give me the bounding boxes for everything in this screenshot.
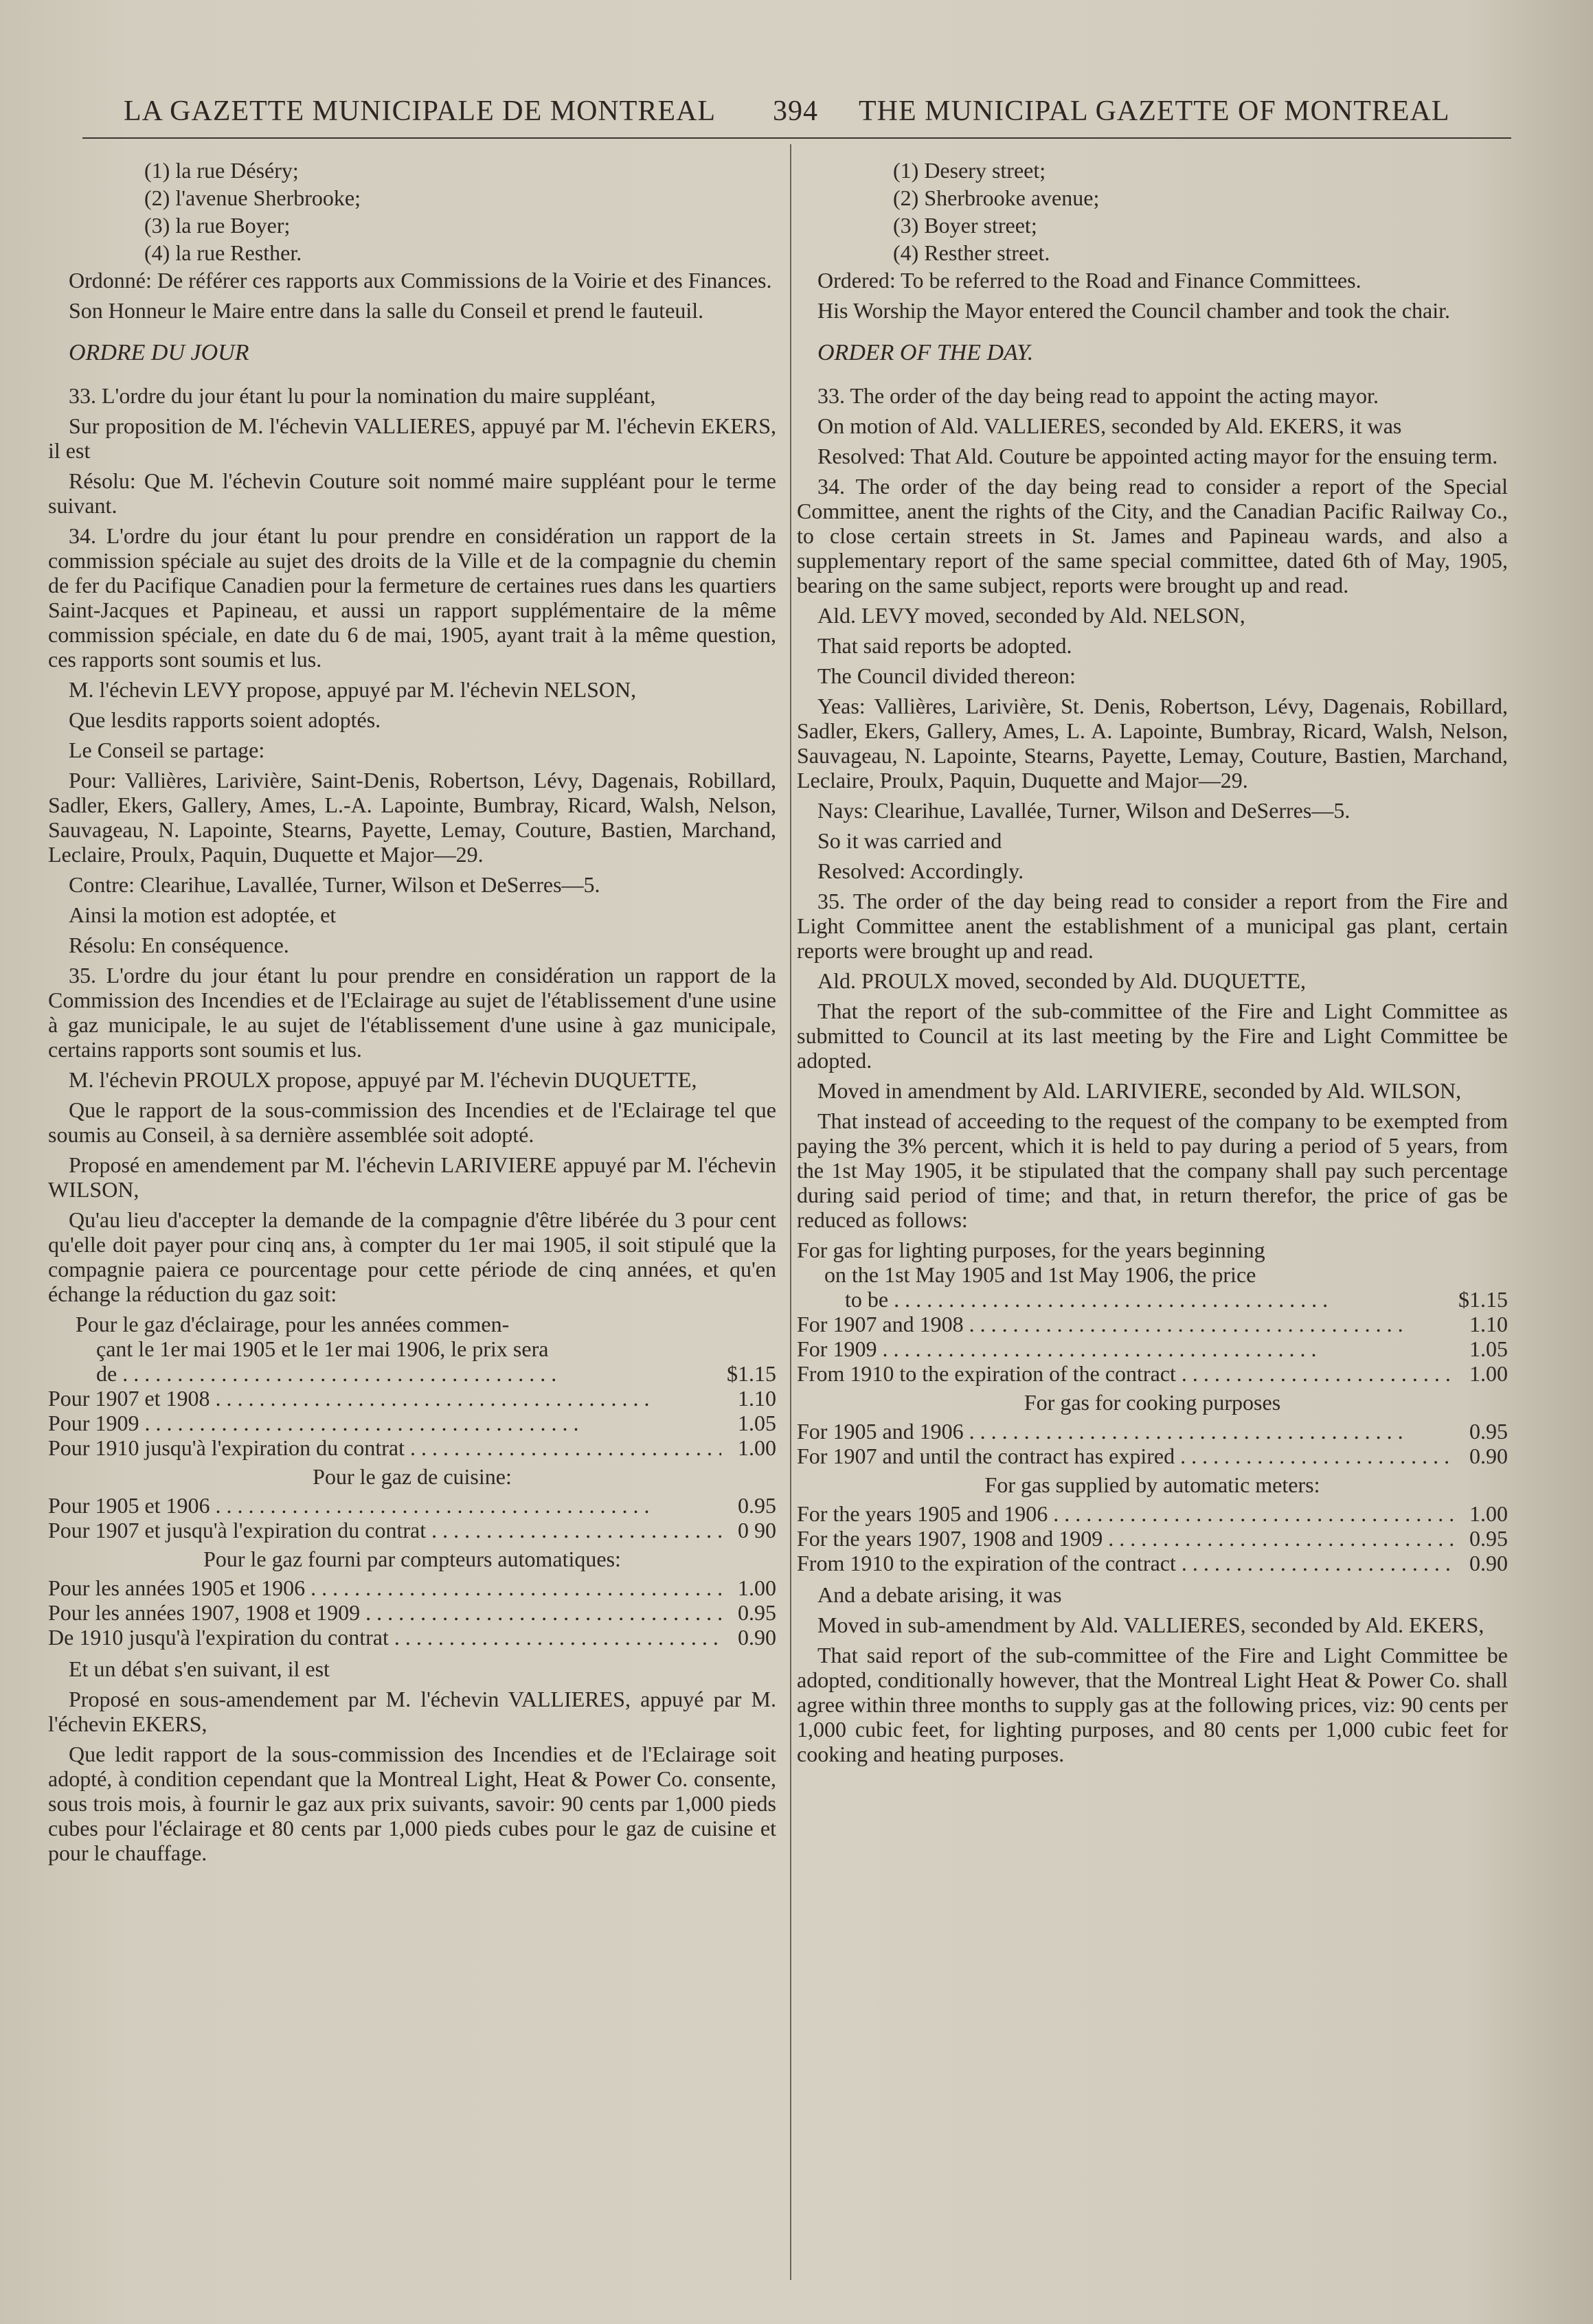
price-subheading: Pour le gaz fourni par compteurs automatiques: [203,1547,621,1571]
price-value: 0.90 [1469,1551,1508,1575]
price-value: 0.95 [1469,1419,1508,1444]
paragraph: So it was carried and [817,828,1002,853]
paragraph: On motion of Ald. VALLIERES, seconded by Ald. EKERS, it was [817,413,1402,438]
paragraph: Proposé en sous-amendement par M. l'échevin VALLIERES, appuyé par M. l'échevin EKERS, [48,1687,776,1736]
paragraph: Proposé en amendement par M. l'échevin LARIVIERE appuyé par M. l'échevin WILSON, [48,1152,776,1202]
paragraph: Ald. PROULX moved, seconded by Ald. DUQUETTE, [817,968,1307,993]
price-label: For 1905 and 1906 . . . [797,1419,1453,1444]
paragraph: M. l'échevin PROULX propose, appuyé par M. l'échevin DUQUETTE, [69,1067,697,1092]
paragraph: Que le rapport de la sous-commission des Incendies et de l'Eclairage tel que soumis au Conseil, à sa dernière assemblée soit adopté. [48,1097,776,1147]
paragraph: Pour: Vallières, Larivière, Saint-Denis, Robertson, Lévy, Dagenais, Robillard, Sadler, Ekers, Gallery, Ames, L.-A. Lapointe, Bumbray, Ricard, Walsh, Nelson, Sauvageau, N. Lapointe, Stearns, Payette, Lemay, Couture, Bastien, Marchand, Leclaire, Proulx, Paquin, Duquette et Major—29. [48,768,776,867]
price-value: 0.90 [1469,1444,1508,1468]
street-item: (1) la rue Déséry; [144,158,299,183]
paragraph: 33. The order of the day being read to appoint the acting mayor. [817,383,1379,408]
price-label: Pour 1907 et 1908 . . . [48,1386,721,1411]
price-label: From 1910 to the expiration of the contract . . . [797,1551,1453,1575]
price-table [797,1238,1508,1575]
street-item: (3) la rue Boyer; [144,213,291,238]
price-value: 0.95 [738,1600,776,1625]
price-label: Pour 1910 jusqu'à l'expiration du contrat . . . [48,1435,721,1460]
paragraph: His Worship the Mayor entered the Council chamber and took the chair. [817,298,1451,323]
street-item: (2) l'avenue Sherbrooke; [144,185,361,210]
price-label: For 1907 and 1908 . . . [797,1312,1453,1336]
price-subheading: For gas supplied by automatic meters: [984,1472,1320,1497]
price-label: Pour les années 1905 et 1906 . . . [48,1575,721,1600]
paragraph: Resolved: That Ald. Couture be appointed acting mayor for the ensuing term. [817,444,1498,468]
price-label: De 1910 jusqu'à l'expiration du contrat . . . [48,1625,721,1650]
street-item: (1) Desery street; [893,158,1046,183]
english-column [797,158,1508,1772]
paragraph: Ald. LEVY moved, seconded by Ald. NELSON, [817,603,1245,628]
price-intro: Pour le gaz d'éclairage, pour les années commen- [76,1312,510,1336]
price-label: to be . . . [845,1287,1453,1312]
price-value: 0.95 [738,1493,776,1518]
paragraph: 33. L'ordre du jour étant lu pour la nomination du maire suppléant, [69,383,656,408]
paragraph: Yeas: Vallières, Larivière, St. Denis, Robertson, Lévy, Dagenais, Robillard, Sadler, Ekers, Gallery, Ames, L. A. Lapointe, Bumbray, Ricard, Walsh, Nelson, Sauvageau, N. Lapointe, Stearns, Payette, Lemay, Couture, Bastien, Marchand, Leclaire, Proulx, Paquin, Duquette and Major—29. [797,694,1508,793]
street-item: (3) Boyer street; [893,213,1037,238]
paragraph: Moved in amendment by Ald. LARIVIERE, seconded by Ald. WILSON, [817,1078,1462,1103]
price-value: 0 90 [738,1518,776,1542]
price-intro: For gas for lighting purposes, for the years beginning [797,1238,1265,1262]
paragraph: 34. The order of the day being read to consider a report of the Special Committee, anent the rights of the City, and the Canadian Pacific Railway Co., to close certain streets in St. James and Papineau wards, and also a supplementary report of the same special committee, dated 6th of May, 1905, bearing on the same subject, reports were brought up and read. [797,474,1508,597]
price-label: From 1910 to the expiration of the contract . . . [797,1361,1453,1386]
price-label: For 1907 and until the contract has expired . . . [797,1444,1453,1468]
price-value: 0.90 [738,1625,776,1650]
street-item: (4) Resther street. [893,240,1050,265]
price-value: 1.00 [1469,1361,1508,1386]
header-title-fr: LA GAZETTE MUNICIPALE DE MONTREAL [124,95,716,127]
paragraph: Résolu: Que M. l'échevin Couture soit nommé maire suppléant pour le terme suivant. [48,468,776,518]
price-value: $1.15 [727,1361,776,1386]
price-intro: on the 1st May 1905 and 1st May 1906, the price [824,1262,1256,1287]
paragraph: That said reports be adopted. [817,633,1072,658]
paragraph: That the report of the sub-committee of the Fire and Light Committee as submitted to Council at its last meeting by the Fire and Light Committee be adopted. [797,999,1508,1073]
price-table [48,1312,776,1650]
price-value: 1.00 [738,1575,776,1600]
paragraph: Sur proposition de M. l'échevin VALLIERES, appuyé par M. l'échevin EKERS, il est [48,413,776,463]
paragraph: Et un débat s'en suivant, il est [69,1656,330,1681]
price-value: 1.05 [1469,1336,1508,1361]
price-label: Pour 1907 et jusqu'à l'expiration du contrat . . . [48,1518,721,1542]
street-item: (2) Sherbrooke avenue; [893,185,1100,210]
price-value: 1.10 [738,1386,776,1411]
price-label: For the years 1907, 1908 and 1909 . . . [797,1526,1453,1551]
paragraph: 35. The order of the day being read to consider a report from the Fire and Light Committee anent the establishment of a municipal gas plant, certain reports were brought up and read. [797,889,1508,963]
paragraph: That instead of acceeding to the request of the company to be exempted from paying the 3% percent, which it is held to pay during a period of 5 years, from the 1st May 1905, it be stipulated that the company shall pay such percentage during said period of time; and that, in return therefor, the price of gas be reduced as follows: [797,1108,1508,1232]
paragraph: Que ledit rapport de la sous-commission des Incendies et de l'Eclairage soit adopté, à condition cependant que la Montreal Light, Heat & Power Co. consente, sous trois mois, à fournir le gaz aux prix suivants, savoir: 90 cents par 1,000 pieds cubes pour l'éclairage et 80 cents par 1,000 pieds cubes pour le gaz de cuisine et pour le chauffage. [48,1742,776,1865]
paragraph: That said report of the sub-committee of the Fire and Light Committee be adopted, conditionally however, that the Montreal Light Heat & Power Co. shall agree within three months to supply gas at the following prices, viz: 90 cents per 1,000 cubic feet, for lighting purposes, and 80 cents per 1,000 cubic feet for cooking and heating purposes. [797,1643,1508,1766]
price-label: For 1909 . . . [797,1336,1453,1361]
price-value: 1.00 [738,1435,776,1460]
paragraph: Moved in sub-amendment by Ald. VALLIERES, seconded by Ald. EKERS, [817,1613,1484,1637]
paragraph: Ordered: To be referred to the Road and Finance Committees. [817,268,1362,293]
price-intro: çant le 1er mai 1905 et le 1er mai 1906, le prix sera [96,1336,549,1361]
paragraph: Le Conseil se partage: [69,738,265,762]
paragraph: 35. L'ordre du jour étant lu pour prendre en considération un rapport de la Commission des Incendies et de l'Eclairage au sujet de l'établissement d'une usine à gaz municipale, le au sujet de l'établissement d'une usine à gaz municipale, certains rapports sont soumis et lus. [48,963,776,1062]
paragraph: Que lesdits rapports soient adoptés. [69,707,381,732]
page-header [82,89,1511,139]
street-item: (4) la rue Resther. [144,240,302,265]
price-label: de . . . [96,1361,721,1386]
paragraph: M. l'échevin LEVY propose, appuyé par M. l'échevin NELSON, [69,677,637,702]
paragraph: 34. L'ordre du jour étant lu pour prendre en considération un rapport de la commission spéciale au sujet des droits de la Ville et de la compagnie du chemin de fer du Pacifique Canadien pour la fermeture de certaines rues dans les quartiers Saint-Jacques et Papineau, et aussi un rapport supplémentaire de la même commission spéciale, en date du 6 de mai, 1905, ayant trait à la même question, ces rapports sont soumis et lus. [48,523,776,672]
paragraph: Qu'au lieu d'accepter la demande de la compagnie d'être libérée du 3 pour cent qu'elle doit payer pour cinq ans, à compter du 1er mai 1905, il soit stipulé que la compagnie paiera ce pourcentage pour cette période de cinq années, et qu'en échange la réduction du gaz soit: [48,1207,776,1306]
price-value: 1.00 [1469,1501,1508,1526]
price-label: Pour 1905 et 1906 . . . [48,1493,721,1518]
paragraph: Ordonné: De référer ces rapports aux Commissions de la Voirie et des Finances. [69,268,772,293]
page-number: 394 [773,95,818,127]
paragraph: And a debate arising, it was [817,1582,1062,1607]
paragraph: Resolved: Accordingly. [817,858,1024,883]
header-title-en: THE MUNICIPAL GAZETTE OF MONTREAL [859,95,1450,127]
paragraph: Ainsi la motion est adoptée, et [69,902,337,927]
paragraph: Résolu: En conséquence. [69,933,289,957]
column-divider [790,144,791,2280]
paragraph: Contre: Clearihue, Lavallée, Turner, Wilson et DeSerres—5. [69,872,600,897]
price-value: 1.05 [738,1411,776,1435]
price-label: Pour les années 1907, 1908 et 1909 . . . [48,1600,721,1625]
paragraph: Son Honneur le Maire entre dans la salle du Conseil et prend le fauteuil. [69,298,704,323]
price-value: 1.10 [1469,1312,1508,1336]
paragraph: Nays: Clearihue, Lavallée, Turner, Wilson and DeSerres—5. [817,798,1351,823]
french-column [48,158,776,1871]
price-value: 0.95 [1469,1526,1508,1551]
paragraph: The Council divided thereon: [817,663,1076,688]
price-value: $1.15 [1458,1287,1508,1312]
price-subheading: Pour le gaz de cuisine: [313,1464,512,1489]
price-label: Pour 1909 . . . [48,1411,721,1435]
price-label: For the years 1905 and 1906 . . . [797,1501,1453,1526]
section-heading: ORDRE DU JOUR [69,340,249,365]
price-subheading: For gas for cooking purposes [1024,1390,1281,1415]
section-heading: ORDER OF THE DAY. [817,340,1034,365]
